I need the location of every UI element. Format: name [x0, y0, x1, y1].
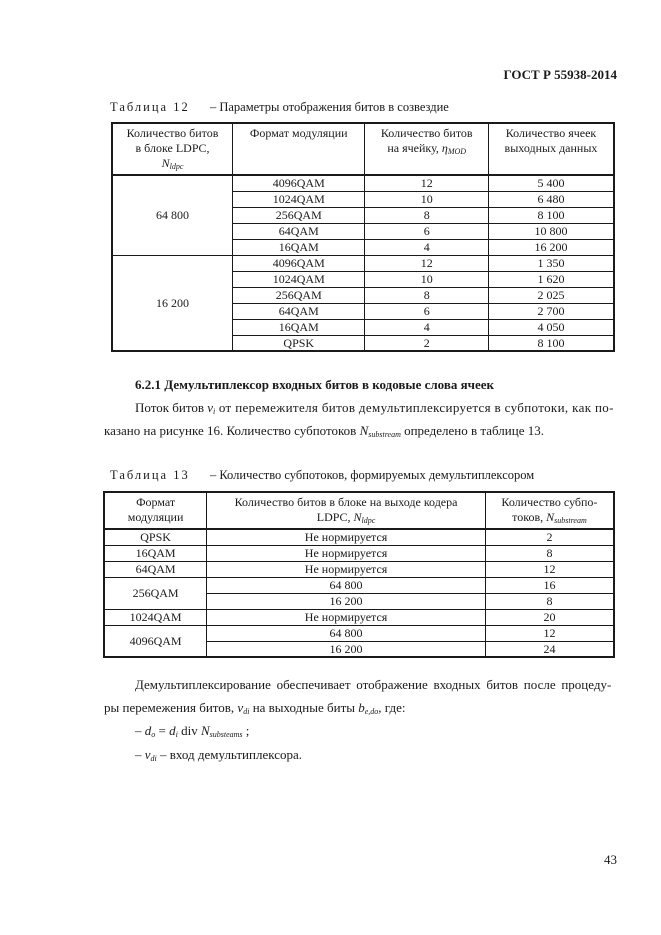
cells-cell: 6 480 [488, 191, 614, 207]
t13-header-ldpc-bits: Количество битов в блоке на выходе кодера LDPC, $N_{ldpc}$ [207, 492, 486, 529]
cells-cell: 8 100 [488, 335, 614, 351]
table12-caption [110, 100, 449, 115]
bits-cell: 4 [365, 319, 489, 335]
bits-cell: 8 [365, 287, 489, 303]
modulation-cell: 1024QAM [233, 191, 365, 207]
ldpc-cell: Не нормируется [207, 561, 486, 577]
page-number: 43 [604, 852, 617, 867]
substreams-cell: 12 [485, 625, 614, 641]
cells-cell: 2 700 [488, 303, 614, 319]
table12-caption-text: – Параметры отображения битов в созвездие [209, 100, 449, 114]
modulation-cell: 4096QAM [233, 255, 365, 271]
nldpc-cell: 64 800 [112, 175, 233, 255]
document-id: ГОСТ Р 55938-2014 [503, 67, 617, 82]
closing-paragraph-line2: ры перемежения битов, $v_{di}$ на выходные биты $b_{e,do}$, где: [104, 700, 406, 716]
closing-paragraph-line1: Демультиплексирование обеспечивает отображение входных битов после процеду- [135, 677, 612, 692]
modulation-cell: QPSK [233, 335, 365, 351]
table12-caption-label: Таблица 12 [110, 100, 190, 114]
modulation-cell: 1024QAM [233, 271, 365, 287]
cells-cell: 16 200 [488, 239, 614, 255]
closing-bullet-1: – $d_o = d_i$ div $N_{substeams}$ ; [135, 723, 250, 739]
modulation-cell: 256QAM [104, 577, 207, 609]
cells-cell: 4 050 [488, 319, 614, 335]
table-row [104, 577, 614, 593]
t13-header-substreams: Количество субпо- токов, $N_{substream}$ [485, 492, 614, 529]
t12-header-modulation: Формат модуляции [233, 123, 365, 175]
ldpc-cell: 64 800 [207, 625, 486, 641]
nldpc-cell: 16 200 [112, 255, 233, 351]
t12-header-nldpc: Количество битов в блоке LDPC, $N_{ldpc}$ [112, 123, 233, 175]
substreams-cell: 8 [485, 593, 614, 609]
cells-cell: 5 400 [488, 175, 614, 191]
table-row [104, 561, 614, 577]
section-heading: 6.2.1 Демультиплексор входных битов в кодовые слова ячеек [135, 377, 495, 392]
cells-cell: 1 350 [488, 255, 614, 271]
t13-header-modulation: Формат модуляции [104, 492, 207, 529]
modulation-cell: 64QAM [104, 561, 207, 577]
modulation-cell: 256QAM [233, 207, 365, 223]
substreams-cell: 16 [485, 577, 614, 593]
table-13 [103, 491, 615, 658]
modulation-cell: 16QAM [104, 545, 207, 561]
substreams-cell: 8 [485, 545, 614, 561]
table-row [104, 545, 614, 561]
substreams-cell: 20 [485, 609, 614, 625]
ldpc-cell: Не нормируется [207, 609, 486, 625]
table-row [104, 625, 614, 641]
section-paragraph-line1: Поток битов $v_i$ от перемежителя битов демультиплексируется в субпотоки, как по- [135, 400, 614, 416]
table-row [112, 175, 614, 191]
modulation-cell: 64QAM [233, 303, 365, 319]
bits-cell: 10 [365, 191, 489, 207]
substreams-cell: 24 [485, 641, 614, 657]
bits-cell: 2 [365, 335, 489, 351]
bits-cell: 6 [365, 303, 489, 319]
cells-cell: 2 025 [488, 287, 614, 303]
modulation-cell: 64QAM [233, 223, 365, 239]
cells-cell: 1 620 [488, 271, 614, 287]
table13-caption-text: – Количество субпотоков, формируемых демультиплексором [209, 468, 535, 482]
modulation-cell: 1024QAM [104, 609, 207, 625]
table-row [112, 255, 614, 271]
substreams-cell: 2 [485, 529, 614, 545]
modulation-cell: 16QAM [233, 319, 365, 335]
cells-cell: 10 800 [488, 223, 614, 239]
bits-cell: 8 [365, 207, 489, 223]
ldpc-cell: Не нормируется [207, 529, 486, 545]
t12-header-cells: Количество ячеек выходных данных [488, 123, 614, 175]
bits-cell: 12 [365, 255, 489, 271]
table-row [104, 529, 614, 545]
ldpc-cell: Не нормируется [207, 545, 486, 561]
t12-header-bits-per-cell: Количество битов на ячейку, $\eta_{MOD}$ [365, 123, 489, 175]
bits-cell: 10 [365, 271, 489, 287]
bits-cell: 6 [365, 223, 489, 239]
ldpc-cell: 16 200 [207, 641, 486, 657]
ldpc-cell: 64 800 [207, 577, 486, 593]
bits-cell: 4 [365, 239, 489, 255]
closing-bullet-2: – $v_{di}$ – вход демультиплексора. [135, 747, 302, 763]
modulation-cell: 256QAM [233, 287, 365, 303]
modulation-cell: 16QAM [233, 239, 365, 255]
cells-cell: 8 100 [488, 207, 614, 223]
modulation-cell: 4096QAM [233, 175, 365, 191]
modulation-cell: 4096QAM [104, 625, 207, 657]
table-12 [111, 122, 615, 352]
table-row [104, 609, 614, 625]
section-paragraph-line2: казано на рисунке 16. Количество субпотоков $N_{substream}$ определено в таблице 13. [104, 423, 544, 439]
bits-cell: 12 [365, 175, 489, 191]
ldpc-cell: 16 200 [207, 593, 486, 609]
table13-caption [110, 468, 534, 483]
table13-caption-label: Таблица 13 [110, 468, 190, 482]
modulation-cell: QPSK [104, 529, 207, 545]
substreams-cell: 12 [485, 561, 614, 577]
